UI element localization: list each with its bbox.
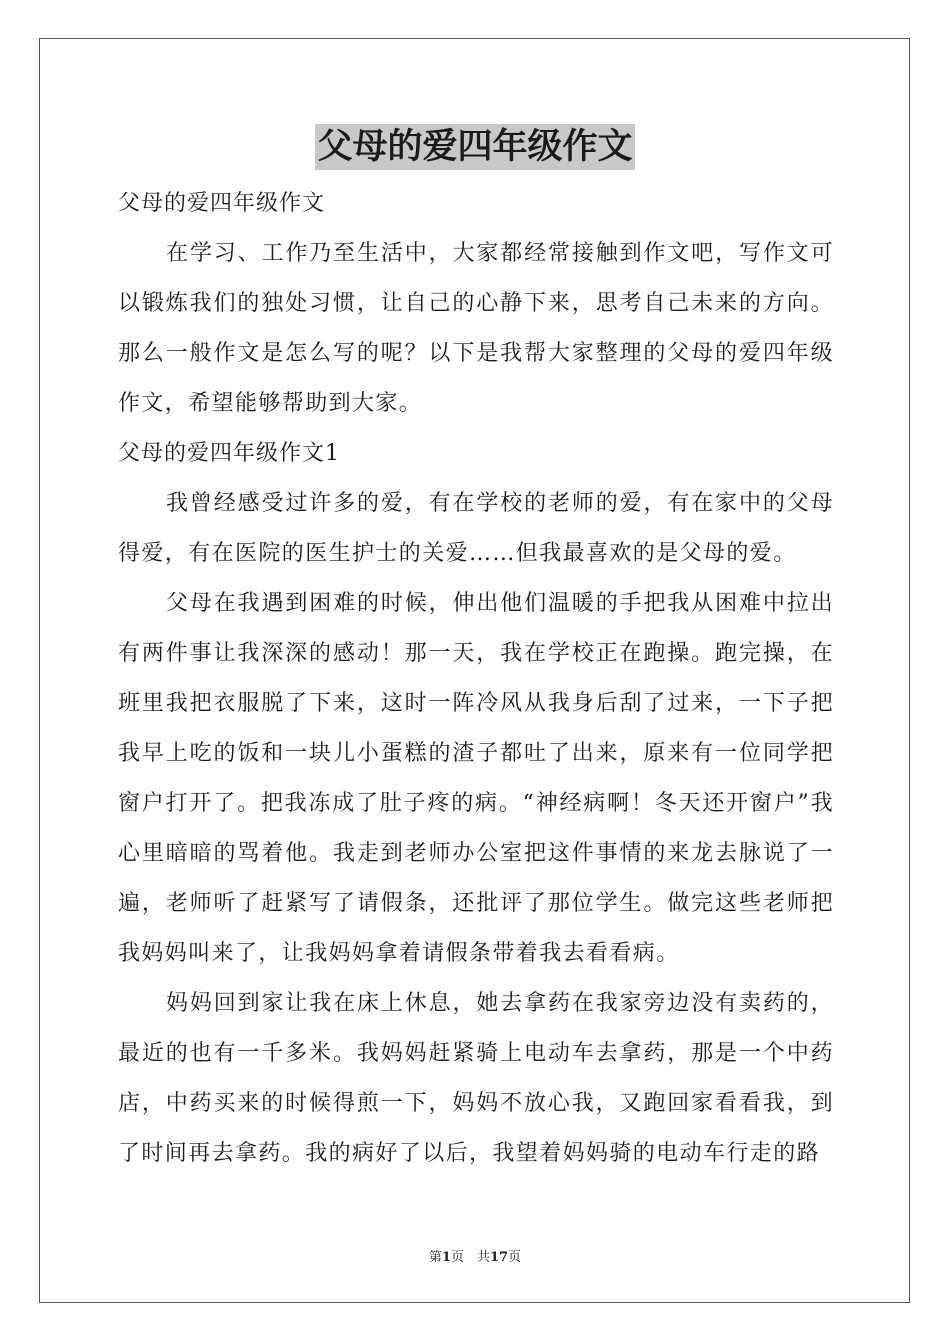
- section-heading: 父母的爱四年级作文: [118, 191, 326, 216]
- paragraph: 在学习、工作乃至生活中，大家都经常接触到作文吧，写作文可以锻炼我们的独处习惯，让自己的心静下来，思考自己未来的方向。那么一般作文是怎么写的呢？以下是我帮大家整理的父母的爱四年级作文，希望能够帮助到大家。: [118, 241, 834, 416]
- page-suffix: 页: [508, 1250, 522, 1265]
- page-mid: 页 共: [450, 1250, 490, 1265]
- document-body: [118, 179, 834, 1179]
- document-title: 父母的爱四年级作文: [315, 124, 634, 170]
- current-page-number: 1: [441, 1250, 451, 1265]
- paragraph: 我曾经感受过许多的爱，有在学校的老师的爱，有在家中的父母得爱，有在医院的医生护士的关爱……但我最喜欢的是父母的爱。: [118, 491, 834, 566]
- paragraph: 父母在我遇到困难的时候，伸出他们温暖的手把我从困难中拉出有两件事让我深深的感动！那一天，我在学校正在跑操。跑完操，在班里我把衣服脱了下来，这时一阵冷风从我身后刮了过来，一下子把我早上吃的饭和一块儿小蛋糕的渣子都吐了出来，原来有一位同学把窗户打开了。把我冻成了肚子疼的病。“神经病啊！冬天还开窗户”我心里暗暗的骂着他。我走到老师办公室把这件事情的来龙去脉说了一遍，老师听了赶紧写了请假条，还批评了那位学生。做完这些老师把我妈妈叫来了，让我妈妈拿着请假条带着我去看看病。: [118, 591, 834, 966]
- title-wrap: [0, 124, 950, 170]
- section-heading: 父母的爱四年级作文1: [118, 441, 340, 466]
- page-prefix: 第: [428, 1250, 442, 1265]
- page-footer: [0, 1246, 950, 1265]
- total-page-count: 17: [489, 1250, 509, 1265]
- paragraph: 妈妈回到家让我在床上休息，她去拿药在我家旁边没有卖药的，最近的也有一千多米。我妈妈赶紧骑上电动车去拿药，那是一个中药店，中药买来的时候得煎一下，妈妈不放心我，又跑回家看看我，到了时间再去拿药。我的病好了以后，我望着妈妈骑的电动车行走的路: [118, 991, 834, 1166]
